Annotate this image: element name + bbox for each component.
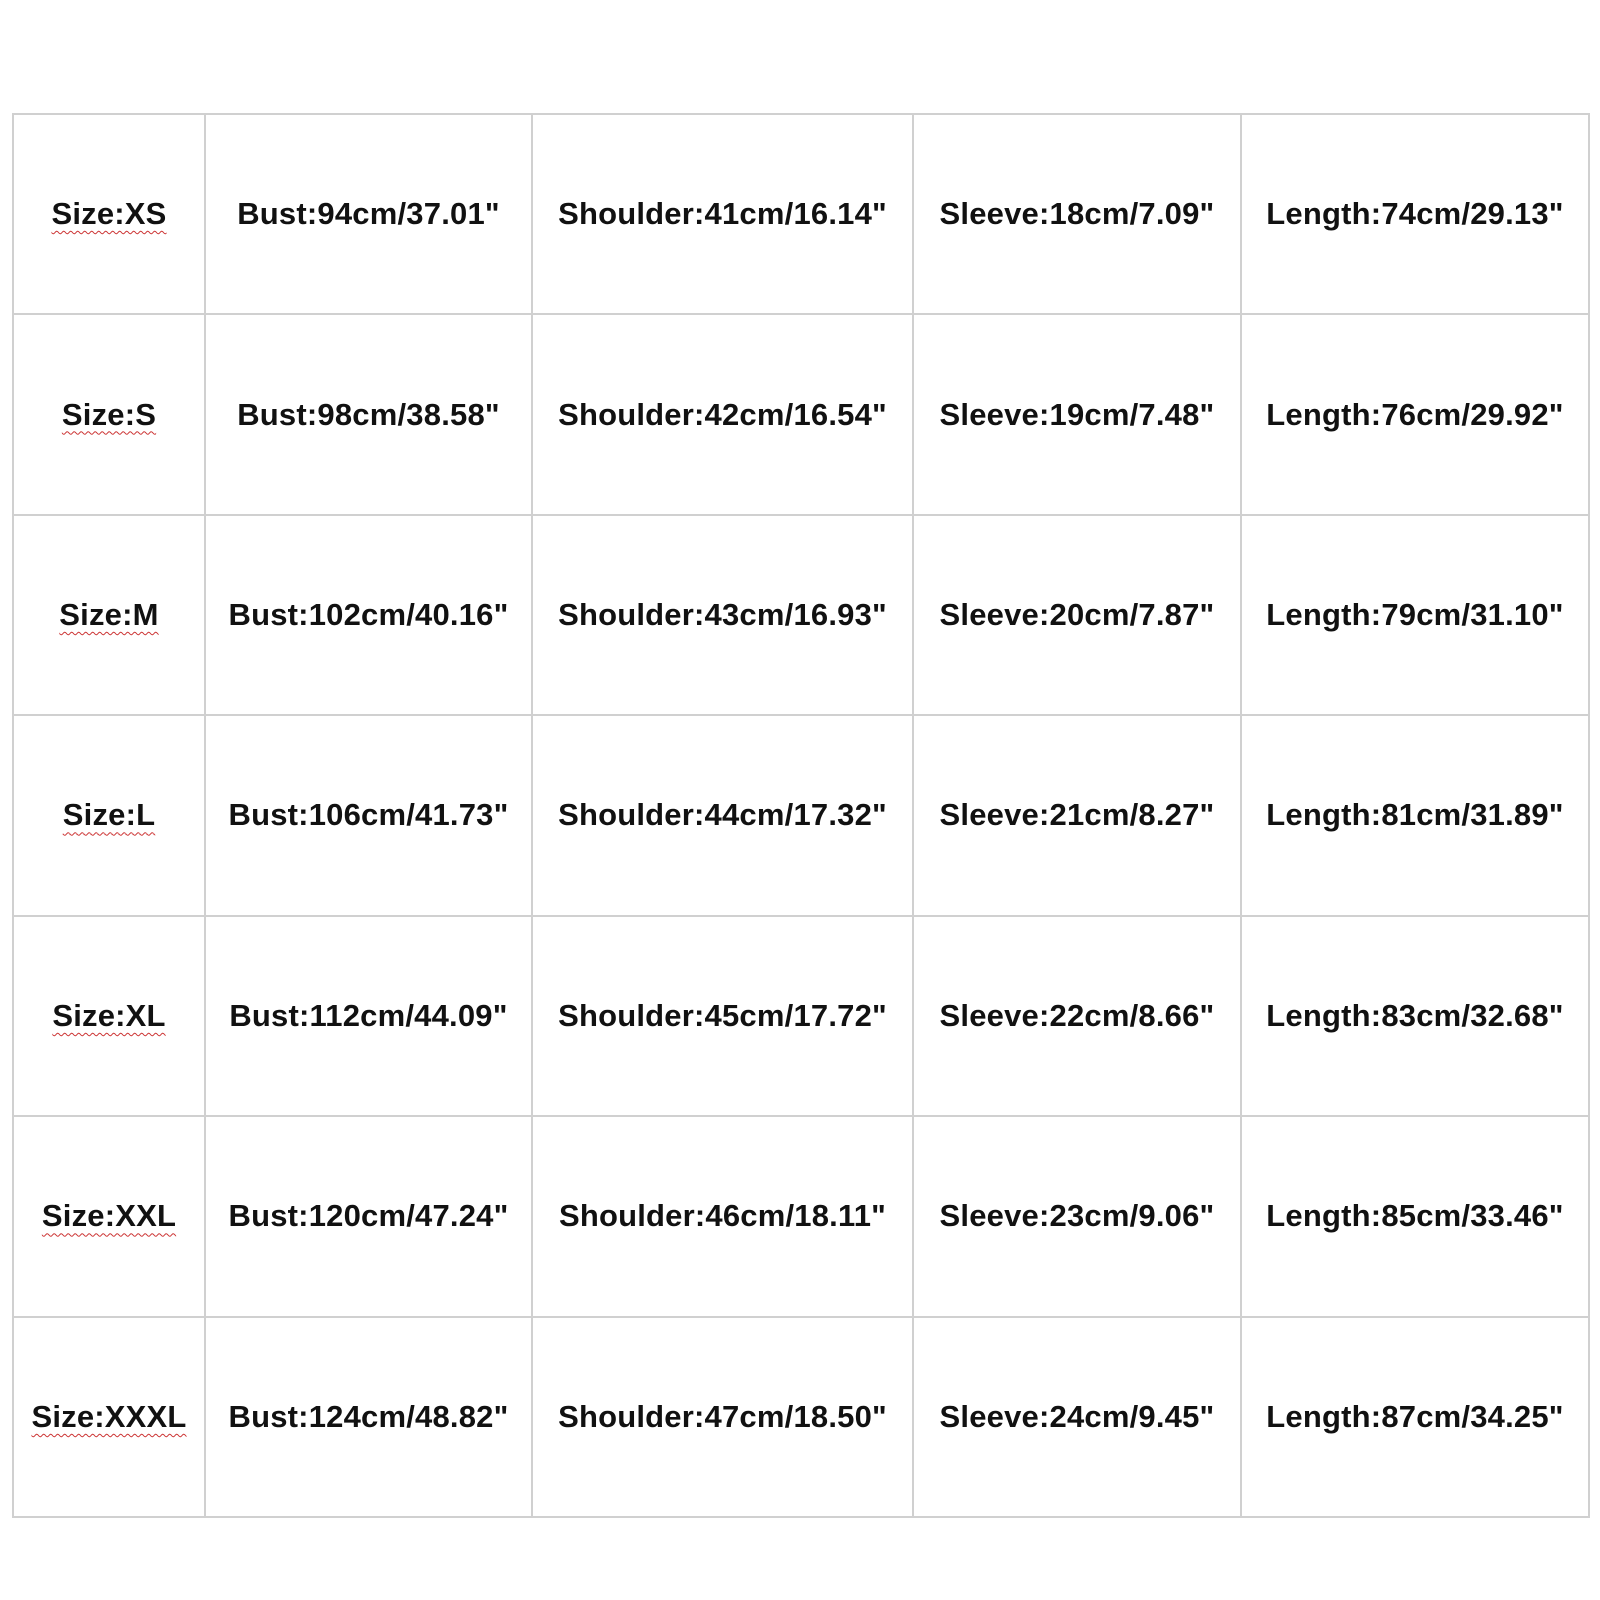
size-label: Size:XS	[51, 196, 167, 232]
size-label: Size:XXL	[41, 1198, 177, 1234]
table-row	[13, 114, 1589, 314]
size-label: Size:XL	[52, 997, 166, 1033]
bust-cell: Bust:106cm/41.73"	[205, 715, 532, 915]
size-cell	[13, 515, 205, 715]
sleeve-cell: Sleeve:18cm/7.09"	[913, 114, 1241, 314]
shoulder-cell: Shoulder:46cm/18.11"	[532, 1116, 913, 1316]
table-row	[13, 314, 1589, 514]
length-cell: Length:87cm/34.25"	[1241, 1317, 1589, 1517]
size-cell	[13, 114, 205, 314]
bust-cell: Bust:94cm/37.01"	[205, 114, 532, 314]
size-label: Size:S	[61, 396, 157, 432]
bust-cell: Bust:120cm/47.24"	[205, 1116, 532, 1316]
bust-cell: Bust:124cm/48.82"	[205, 1317, 532, 1517]
shoulder-cell: Shoulder:44cm/17.32"	[532, 715, 913, 915]
size-cell	[13, 314, 205, 514]
table-row	[13, 1116, 1589, 1316]
size-label: Size:M	[59, 597, 159, 633]
length-cell: Length:74cm/29.13"	[1241, 114, 1589, 314]
table-row	[13, 515, 1589, 715]
shoulder-cell: Shoulder:43cm/16.93"	[532, 515, 913, 715]
size-label: Size:L	[62, 797, 156, 833]
table-row	[13, 1317, 1589, 1517]
bust-cell: Bust:102cm/40.16"	[205, 515, 532, 715]
sleeve-cell: Sleeve:23cm/9.06"	[913, 1116, 1241, 1316]
bust-cell: Bust:98cm/38.58"	[205, 314, 532, 514]
size-cell	[13, 715, 205, 915]
size-cell	[13, 1116, 205, 1316]
sleeve-cell: Sleeve:21cm/8.27"	[913, 715, 1241, 915]
length-cell: Length:85cm/33.46"	[1241, 1116, 1589, 1316]
size-cell	[13, 1317, 205, 1517]
length-cell: Length:79cm/31.10"	[1241, 515, 1589, 715]
shoulder-cell: Shoulder:47cm/18.50"	[532, 1317, 913, 1517]
shoulder-cell: Shoulder:45cm/17.72"	[532, 916, 913, 1116]
table-row	[13, 916, 1589, 1116]
sleeve-cell: Sleeve:19cm/7.48"	[913, 314, 1241, 514]
sleeve-cell: Sleeve:24cm/9.45"	[913, 1317, 1241, 1517]
shoulder-cell: Shoulder:42cm/16.54"	[532, 314, 913, 514]
size-cell	[13, 916, 205, 1116]
shoulder-cell: Shoulder:41cm/16.14"	[532, 114, 913, 314]
sleeve-cell: Sleeve:20cm/7.87"	[913, 515, 1241, 715]
size-label: Size:XXXL	[31, 1398, 187, 1434]
length-cell: Length:81cm/31.89"	[1241, 715, 1589, 915]
bust-cell: Bust:112cm/44.09"	[205, 916, 532, 1116]
sleeve-cell: Sleeve:22cm/8.66"	[913, 916, 1241, 1116]
table-row	[13, 715, 1589, 915]
length-cell: Length:83cm/32.68"	[1241, 916, 1589, 1116]
length-cell: Length:76cm/29.92"	[1241, 314, 1589, 514]
size-chart-table	[12, 113, 1590, 1518]
